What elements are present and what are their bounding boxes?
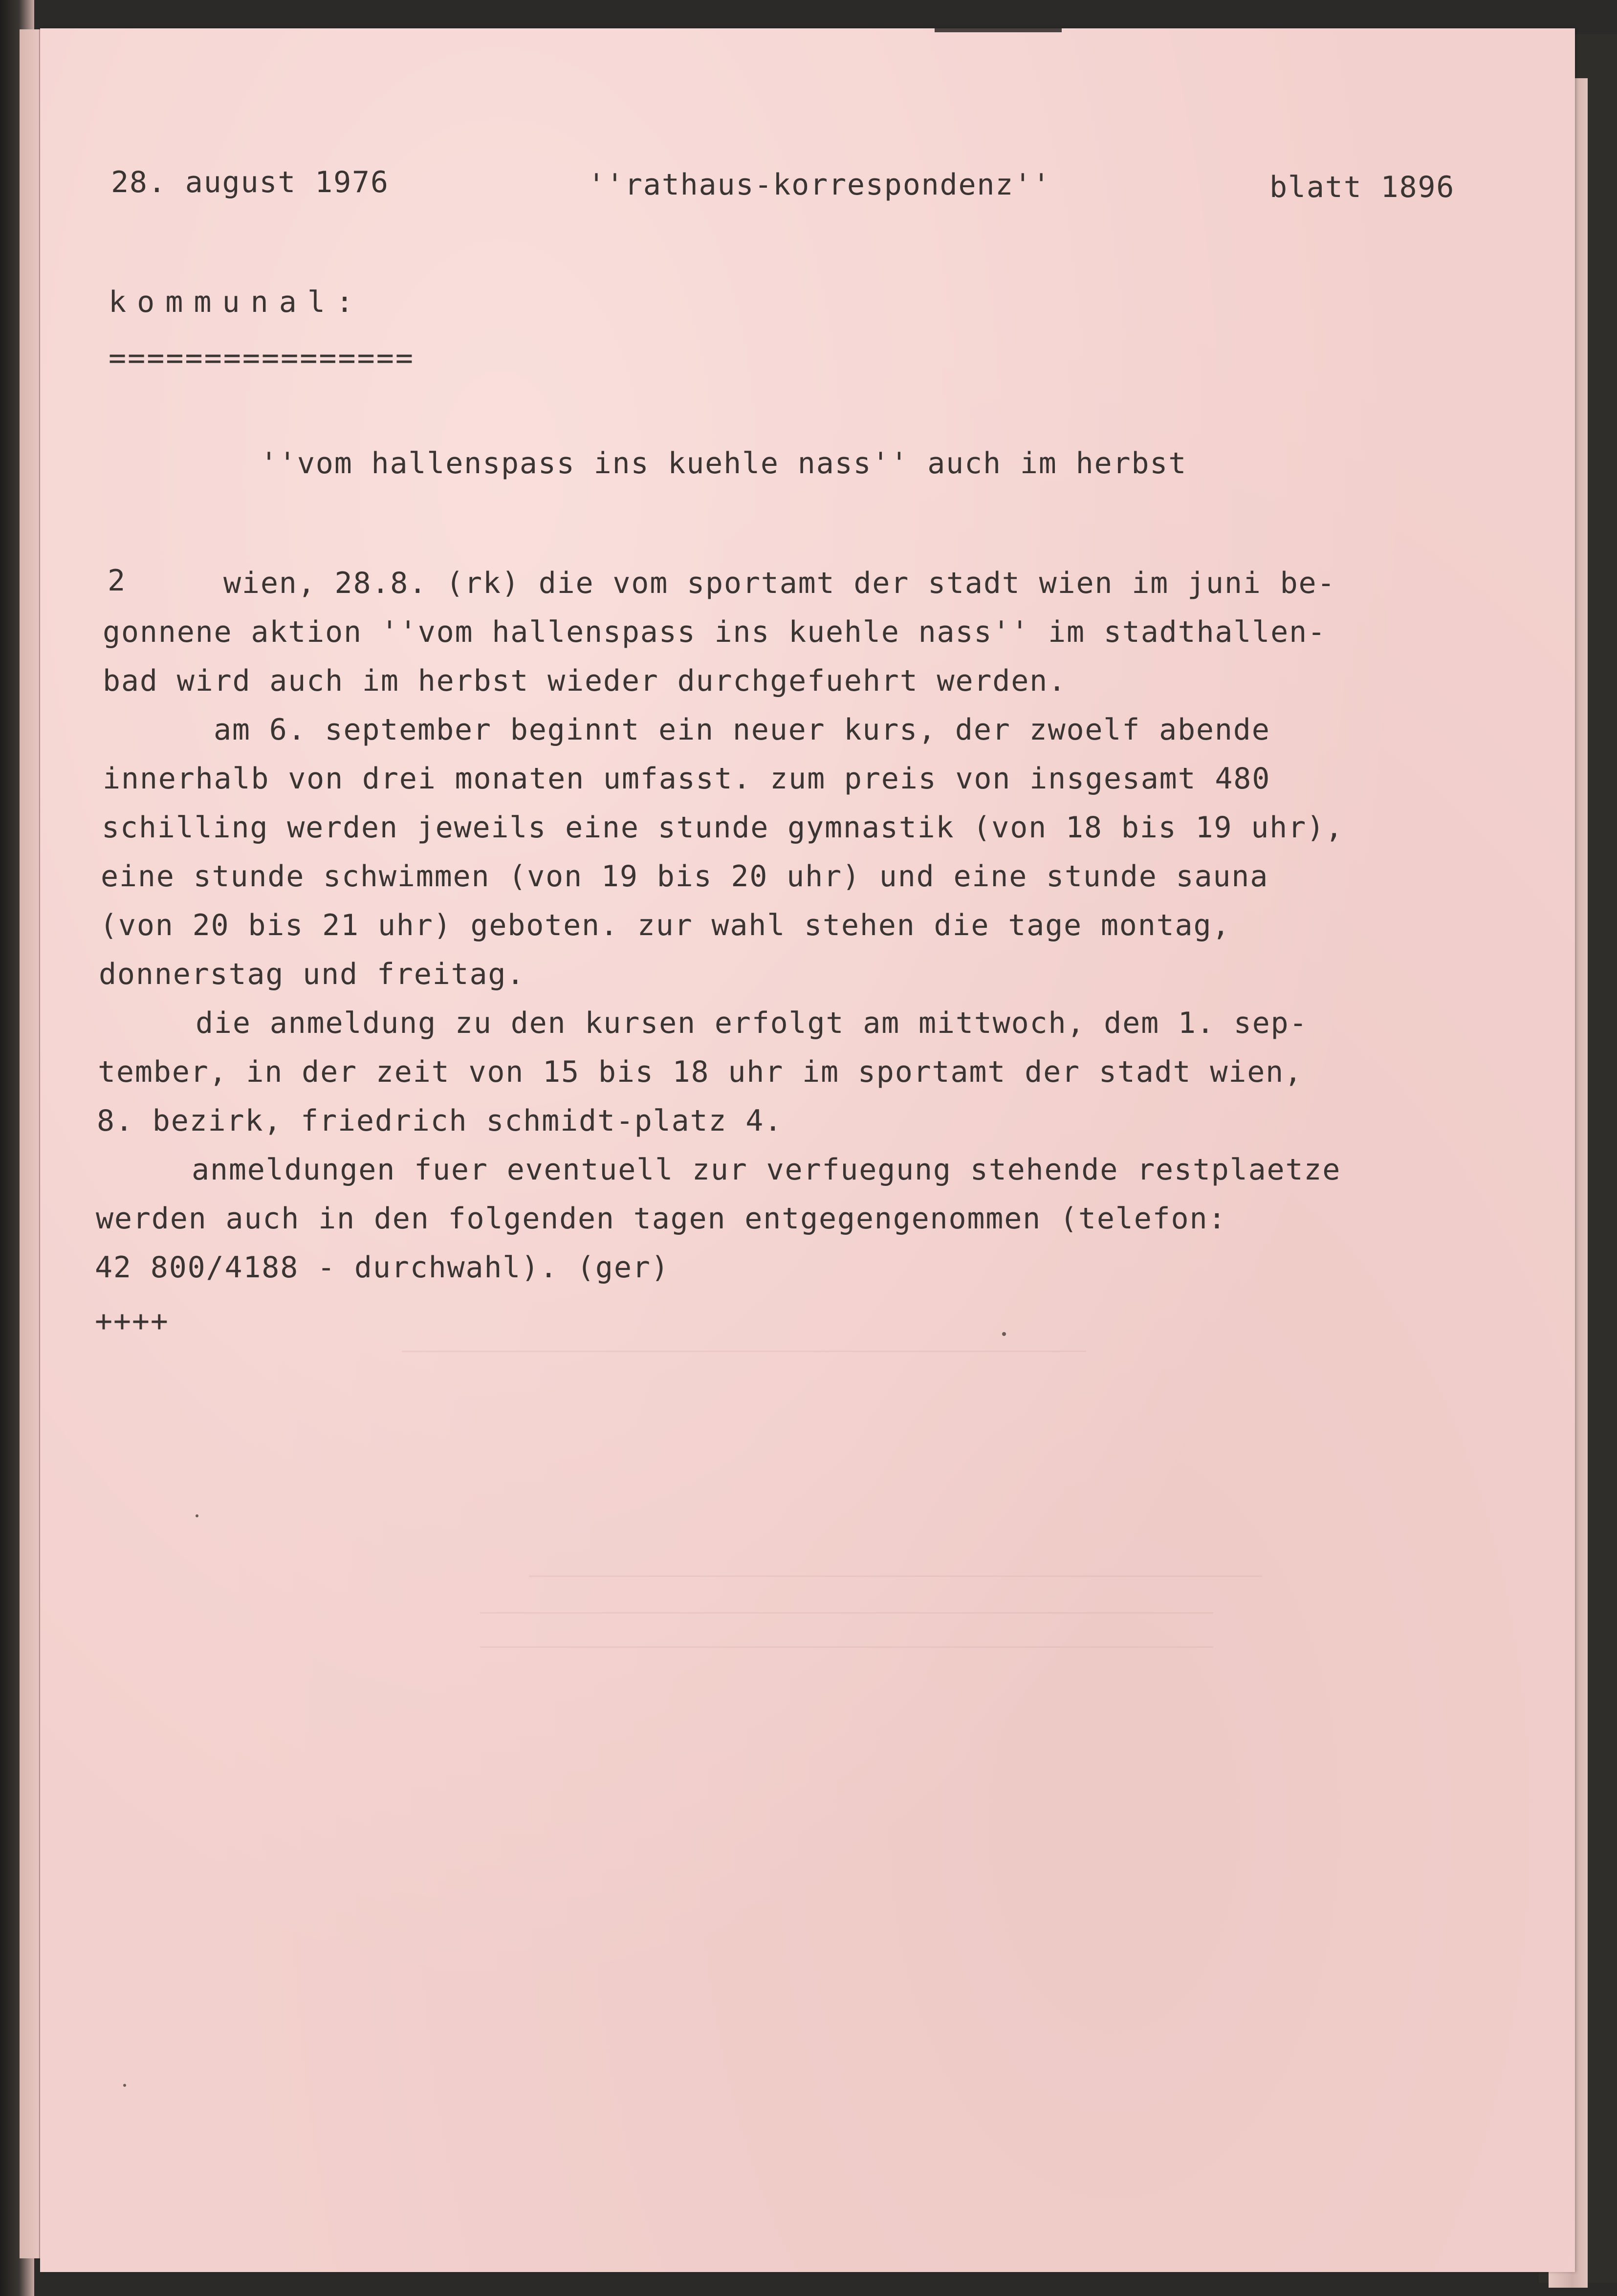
header-sheet-number: blatt 1896 <box>1269 170 1455 204</box>
article-line: die anmeldung zu den kursen erfolgt am mittwoch, dem 1. sep- <box>196 1006 1308 1040</box>
show-through-line <box>402 1351 1086 1352</box>
article-end-mark: ++++ <box>95 1304 169 1338</box>
article-line: wien, 28.8. (rk) die vom sportamt der stadt wien im juni be- <box>223 566 1336 600</box>
article-line: anmeldungen fuer eventuell zur verfuegung stehende restplaetze <box>192 1153 1341 1187</box>
section-title: kommunal: <box>109 285 365 319</box>
article-line: bad wird auch im herbst wieder durchgefuehrt werden. <box>103 664 1067 698</box>
speck <box>123 2084 126 2087</box>
article-line: 8. bezirk, friedrich schmidt-platz 4. <box>97 1104 783 1138</box>
section-rule: ================ <box>109 341 415 375</box>
typed-page <box>40 28 1575 2272</box>
header-publication: ''rathaus-korrespondenz'' <box>588 168 1051 202</box>
show-through-line <box>480 1612 1213 1614</box>
show-through-masthead <box>69 204 91 279</box>
show-through-line <box>480 1646 1213 1648</box>
article-line: 42 800/4188 - durchwahl). (ger) <box>95 1250 670 1285</box>
show-through-line <box>529 1575 1262 1577</box>
article-number: 2 <box>108 564 126 598</box>
speck <box>1002 1332 1006 1336</box>
article-line: (von 20 bis 21 uhr) geboten. zur wahl stehen die tage montag, <box>100 908 1231 942</box>
article-line: schilling werden jeweils eine stunde gymnastik (von 18 bis 19 uhr), <box>102 810 1344 845</box>
article-line: innerhalb von drei monaten umfasst. zum preis von insgesamt 480 <box>103 762 1271 796</box>
top-edge-mark <box>935 28 1062 32</box>
article-line: werden auch in den folgenden tagen entgegengenommen (telefon: <box>96 1202 1227 1236</box>
article-line: eine stunde schwimmen (von 19 bis 20 uhr) und eine stunde sauna <box>101 859 1269 894</box>
article-line: tember, in der zeit von 15 bis 18 uhr im sportamt der stadt wien, <box>98 1055 1303 1089</box>
article-line: donnerstag und freitag. <box>99 957 525 991</box>
article-line: am 6. september beginnt ein neuer kurs, der zwoelf abende <box>214 713 1270 747</box>
article-line: gonnene aktion ''vom hallenspass ins kuehle nass'' im stadthallen- <box>103 615 1326 649</box>
header-date: 28. august 1976 <box>111 165 389 199</box>
previous-page-edge <box>20 29 40 2258</box>
article-headline: ''vom hallenspass ins kuehle nass'' auch im herbst <box>260 446 1187 481</box>
speck <box>196 1514 198 1517</box>
